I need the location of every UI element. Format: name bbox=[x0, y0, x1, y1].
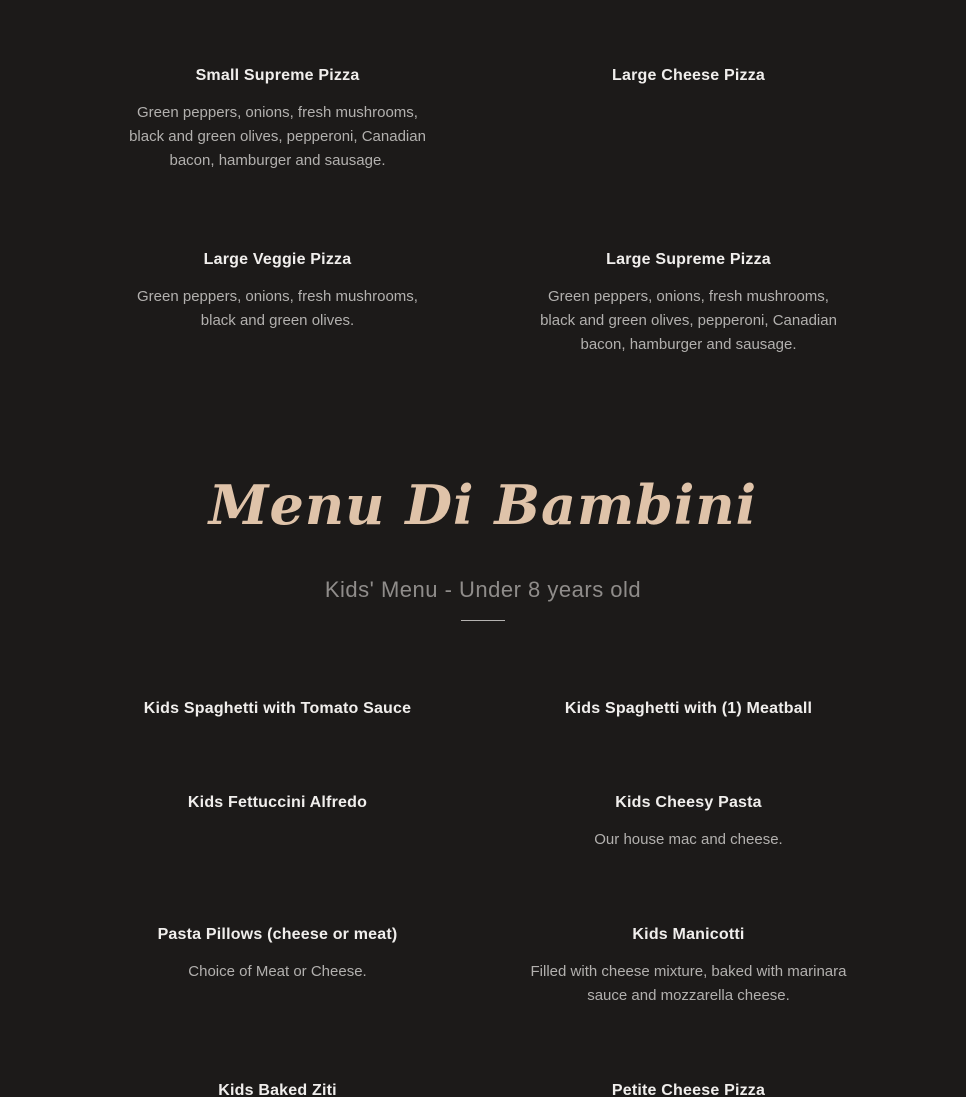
kids-section-subtitle: Kids' Menu - Under 8 years old bbox=[324, 577, 642, 602]
menu-item-kids-baked-ziti bbox=[72, 1080, 483, 1097]
menu-item-kids-cheesy-pasta bbox=[483, 792, 894, 852]
menu-content bbox=[72, 0, 894, 1097]
menu-item-title: Kids Cheesy Pasta bbox=[615, 794, 762, 811]
menu-item-description: Green peppers, onions, fresh mushrooms, black and green olives, pepperoni, Canadian bacon, hamburger and sausage. bbox=[540, 288, 837, 353]
menu-item-title: Small Supreme Pizza bbox=[195, 67, 360, 84]
menu-item-title: Kids Fettuccini Alfredo bbox=[187, 794, 368, 811]
menu-item-description: Green peppers, onions, fresh mushrooms, black and green olives. bbox=[137, 288, 418, 329]
menu-item-title: Large Cheese Pizza bbox=[612, 67, 765, 84]
menu-item-kids-spaghetti-meatball bbox=[483, 698, 894, 720]
kids-section-title: Menu Di Bambini bbox=[208, 473, 758, 537]
kids-section-header bbox=[72, 469, 894, 621]
menu-item-large-supreme-pizza bbox=[483, 249, 894, 357]
menu-item-title: Large Supreme Pizza bbox=[606, 251, 771, 268]
section-divider bbox=[461, 620, 505, 621]
menu-item-title: Kids Spaghetti with Tomato Sauce bbox=[143, 700, 412, 717]
menu-item-kids-spaghetti-tomato-sauce bbox=[72, 698, 483, 720]
menu-item-description: Choice of Meat or Cheese. bbox=[188, 963, 367, 980]
kids-menu-grid bbox=[72, 698, 894, 1097]
menu-item-petite-cheese-pizza bbox=[483, 1080, 894, 1097]
menu-item-title: Petite Cheese Pizza bbox=[611, 1082, 766, 1097]
menu-item-title: Large Veggie Pizza bbox=[203, 251, 352, 268]
menu-item-title: Kids Manicotti bbox=[632, 926, 745, 943]
menu-item-pasta-pillows bbox=[72, 924, 483, 1008]
menu-item-large-veggie-pizza bbox=[72, 249, 483, 357]
menu-item-kids-fettuccini-alfredo bbox=[72, 792, 483, 852]
menu-item-description: Our house mac and cheese. bbox=[594, 831, 783, 848]
menu-item-title: Pasta Pillows (cheese or meat) bbox=[157, 926, 398, 943]
menu-item-small-supreme-pizza bbox=[72, 65, 483, 173]
menu-item-title: Kids Baked Ziti bbox=[218, 1082, 337, 1097]
menu-item-description: Filled with cheese mixture, baked with marinara sauce and mozzarella cheese. bbox=[530, 963, 847, 1004]
menu-item-kids-manicotti bbox=[483, 924, 894, 1008]
pizza-menu-grid bbox=[72, 65, 894, 357]
menu-item-title: Kids Spaghetti with (1) Meatball bbox=[564, 700, 813, 717]
menu-item-large-cheese-pizza bbox=[483, 65, 894, 173]
menu-item-description: Green peppers, onions, fresh mushrooms, black and green olives, pepperoni, Canadian bacon, hamburger and sausage. bbox=[129, 104, 426, 169]
